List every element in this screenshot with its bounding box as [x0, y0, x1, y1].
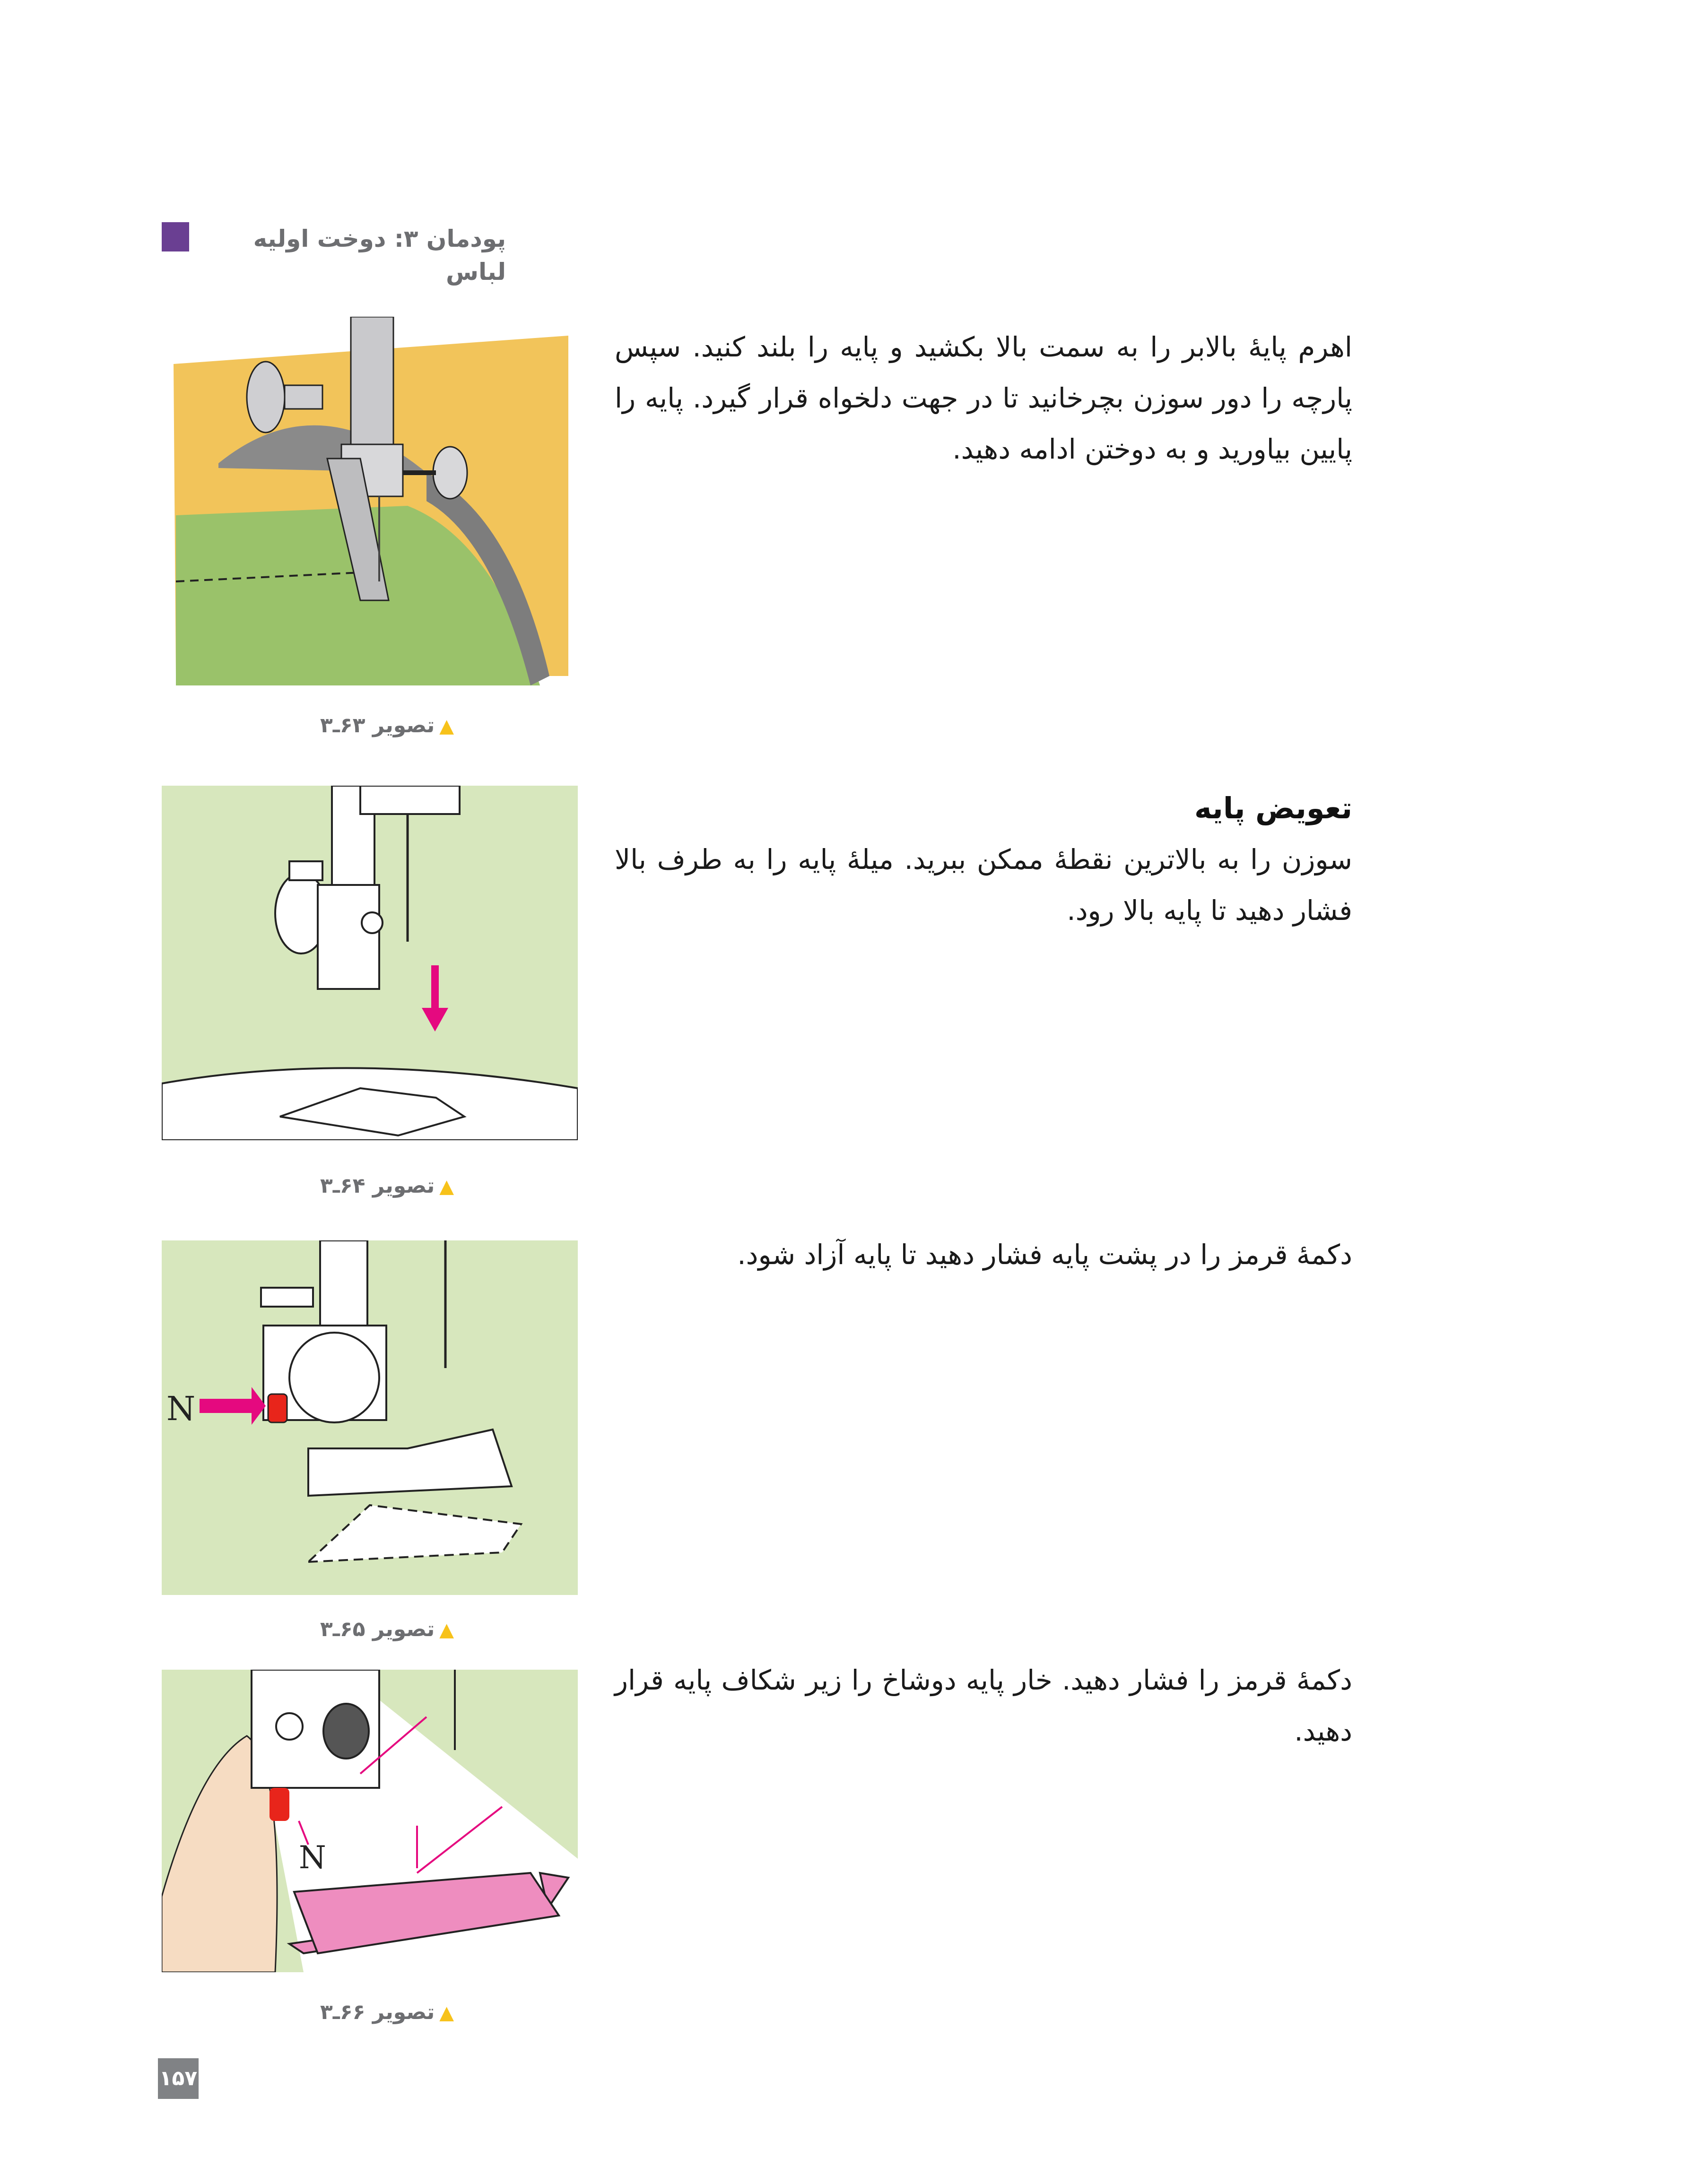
caption-triangle-icon: ▲ — [439, 1619, 454, 1641]
sewing-foot-illustration — [162, 317, 578, 704]
figure-65-3 — [162, 1240, 578, 1595]
section-heading-change-foot: تعویض پایه — [1194, 791, 1352, 825]
paragraph-4: دکمۀ قرمز را فشار دهید. خار پایه دوشاخ را زیر شکاف پایه قرار دهید. — [615, 1664, 1352, 1747]
paragraph-2: سوزن را به بالاترین نقطۀ ممکن ببرید. میلۀ پایه را به طرف بالا فشار دهید تا پایه بالا رود. — [615, 843, 1352, 927]
module-title: پودمان ۳: دوخت اولیه لباس — [253, 225, 506, 286]
figure-caption-63-3: ▲تصویر ۶۳ـ۳ — [320, 713, 454, 737]
caption-triangle-icon: ▲ — [439, 1176, 454, 1197]
figure-66-3 — [162, 1670, 578, 1972]
figure-caption-66-3: ▲تصویر ۶۶ـ۳ — [320, 2000, 454, 2024]
figure-caption-65-3: ▲تصویر ۶۵ـ۳ — [320, 1617, 454, 1641]
attach-foot-illustration — [162, 1670, 578, 1972]
needle-raise-illustration — [162, 786, 578, 1140]
figure-63-3 — [162, 317, 578, 704]
page-number: ۱۵۷ — [158, 2058, 199, 2099]
figure-64-3 — [162, 786, 578, 1140]
caption-triangle-icon: ▲ — [439, 715, 454, 737]
paragraph-3: دکمۀ قرمز را در پشت پایه فشار دهید تا پایه آزاد شود. — [737, 1239, 1352, 1271]
paragraph-1: اهرم پایۀ بالابر را به سمت بالا بکشید و پایه را بلند کنید. سپس پارچه را دور سوزن بچرخانید تا در جهت دلخواه قرار گیرد. پایه را پایین بیاورید و به دوختن ادامه دهید. — [615, 331, 1352, 465]
label-n: N — [166, 1389, 196, 1428]
release-foot-illustration — [162, 1240, 578, 1595]
label-n: N — [299, 1839, 326, 1876]
caption-triangle-icon: ▲ — [439, 2002, 454, 2024]
module-color-marker — [162, 222, 189, 251]
figure-caption-64-3: ▲تصویر ۶۴ـ۳ — [320, 1174, 454, 1198]
